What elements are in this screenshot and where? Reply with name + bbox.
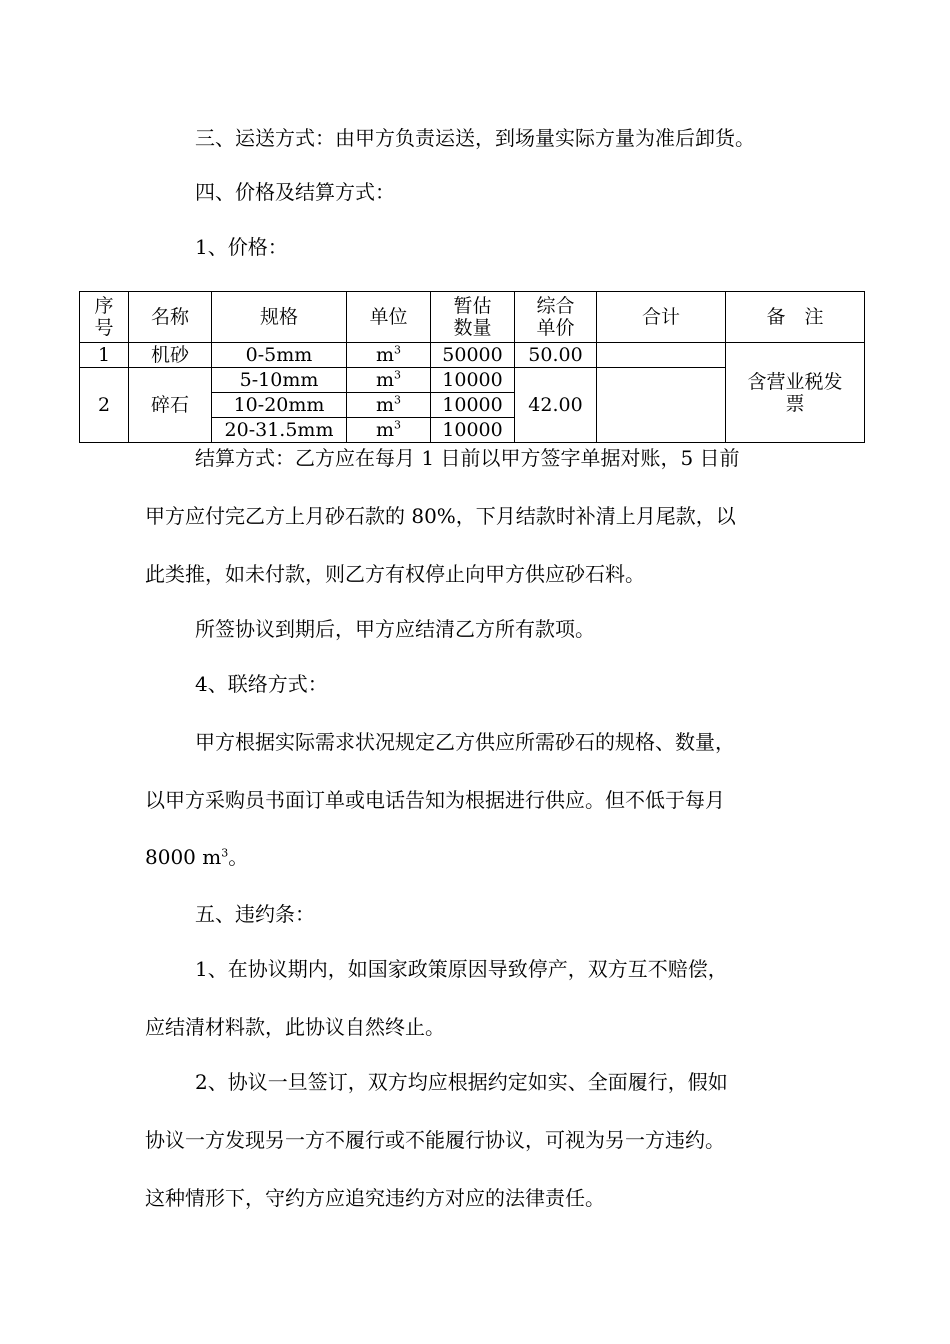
header-spec: 规格 <box>212 292 347 343</box>
cell-spec: 5-10mm <box>212 368 347 393</box>
cell-total <box>597 343 726 368</box>
cell-seq: 2 <box>80 368 129 443</box>
cell-remark: 含营业税发 票 <box>726 343 865 443</box>
price-table <box>79 291 865 443</box>
header-name: 名称 <box>129 292 212 343</box>
cell-unit: $m^3$ <box>347 393 431 418</box>
section-price-settlement: 四、价格及结算方式： <box>195 180 395 204</box>
contact-heading: 4、联络方式： <box>195 672 328 696</box>
breach-2-line-3: 这种情形下，守约方应追究违约方对应的法律责任。 <box>145 1186 605 1210</box>
cell-price: 50.00 <box>515 343 597 368</box>
section-transport: 三、运送方式：由甲方负责运送，到场量实际方量为准后卸货。 <box>195 126 755 150</box>
header-unit: 单位 <box>347 292 431 343</box>
breach-1-line-2: 应结清材料款，此协议自然终止。 <box>145 1015 445 1039</box>
cell-unit: $m^3$ <box>347 343 431 368</box>
contact-line-2: 以甲方采购员书面订单或电话告知为根据进行供应。但不低于每月 <box>145 788 725 812</box>
cell-unit: $m^3$ <box>347 418 431 443</box>
header-total: 合计 <box>597 292 726 343</box>
contact-line-1: 甲方根据实际需求状况规定乙方供应所需砂石的规格、数量， <box>195 730 735 754</box>
cell-qty: 10000 <box>431 418 515 443</box>
cell-spec: 0-5mm <box>212 343 347 368</box>
cell-qty: 10000 <box>431 368 515 393</box>
settlement-line-2: 甲方应付完乙方上月砂石款的 80%，下月结款时补清上月尾款，以 <box>145 504 736 528</box>
header-price: 综合 单价 <box>515 292 597 343</box>
cell-spec: 20-31.5mm <box>212 418 347 443</box>
cell-seq: 1 <box>80 343 129 368</box>
settlement-line-1: 结算方式：乙方应在每月 1 日前以甲方签字单据对账，5 日前 <box>195 446 740 470</box>
cell-name: 机砂 <box>129 343 212 368</box>
settlement-line-3: 此类推，如未付款，则乙方有权停止向甲方供应砂石料。 <box>145 562 645 586</box>
cell-price: 42.00 <box>515 368 597 443</box>
cell-total <box>597 368 726 443</box>
after-term-line: 所签协议到期后，甲方应结清乙方所有款项。 <box>195 617 595 641</box>
table-row <box>80 343 865 368</box>
table-header-row <box>80 292 865 343</box>
header-seq: 序 号 <box>80 292 129 343</box>
header-remark: 备 注 <box>726 292 865 343</box>
breach-1-line-1: 1、在协议期内，如国家政策原因导致停产，双方互不赔偿， <box>195 957 728 981</box>
cell-spec: 10-20mm <box>212 393 347 418</box>
header-qty: 暂估 数量 <box>431 292 515 343</box>
cell-qty: 50000 <box>431 343 515 368</box>
cell-name: 碎石 <box>129 368 212 443</box>
cell-unit: $m^3$ <box>347 368 431 393</box>
section-price: 1、价格： <box>195 235 288 259</box>
breach-2-line-1: 2、协议一旦签订，双方均应根据约定如实、全面履行，假如 <box>195 1070 728 1094</box>
breach-heading: 五、违约条： <box>195 902 315 926</box>
contact-line-3: 8000 $m^3$。 <box>145 845 249 869</box>
cell-qty: 10000 <box>431 393 515 418</box>
breach-2-line-2: 协议一方发现另一方不履行或不能履行协议，可视为另一方违约。 <box>145 1128 725 1152</box>
